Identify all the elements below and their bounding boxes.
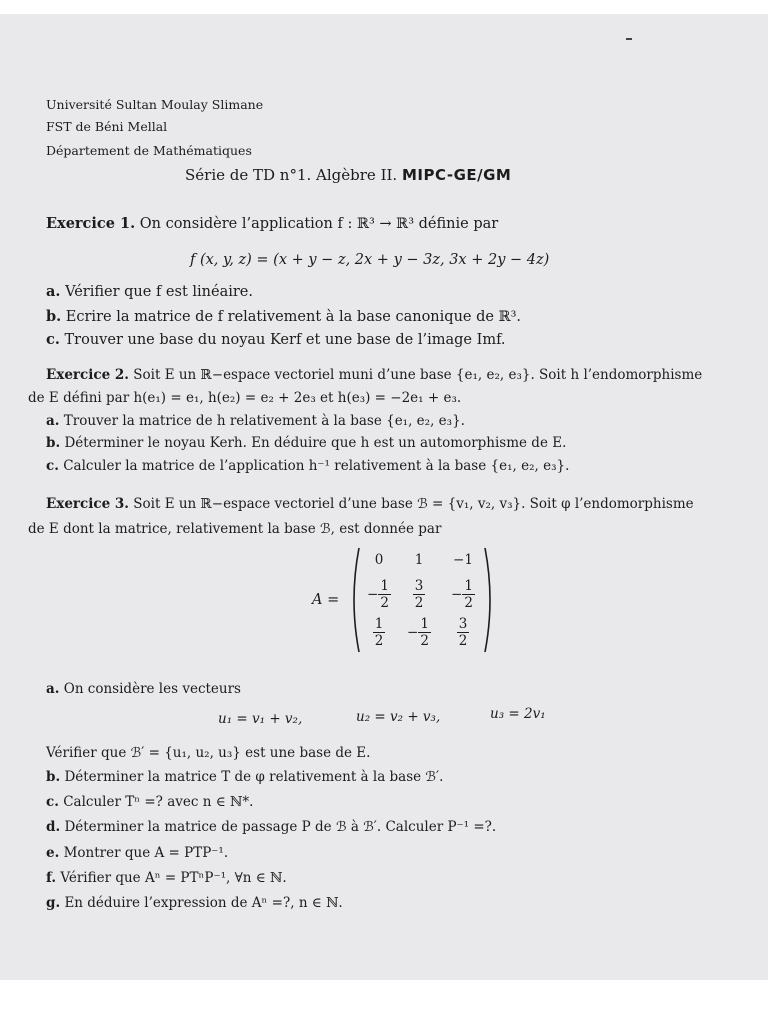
department-name: Département de Mathématiques: [46, 143, 252, 158]
page-title: [185, 166, 511, 184]
ex3-b-text: Déterminer la matrice T de φ relativement à la base ℬ′.: [64, 769, 444, 785]
ex1-item-c: [46, 331, 506, 348]
ex3-label: Exercice 3.: [46, 496, 129, 512]
matrix-cell: 0: [374, 552, 384, 568]
matrix-name: A =: [312, 592, 340, 608]
numerator: 3: [414, 578, 424, 594]
ex2-c-text: Calculer la matrice de l’application h⁻¹ relativement à la base {e₁, e₂, e₃}.: [63, 458, 570, 474]
fraction: [413, 578, 426, 611]
ex3-item-g: [46, 895, 343, 911]
minus-sign: −: [451, 586, 463, 603]
ex1-a-text: Vérifier que f est linéaire.: [65, 284, 253, 300]
title-handwritten: MIPC-GE/GM: [401, 166, 512, 184]
denominator: 2: [414, 595, 424, 611]
matrix-cell: [443, 616, 483, 649]
denominator: 2: [420, 633, 429, 649]
numerator: 1: [464, 578, 473, 594]
ex2-item-b: [46, 435, 566, 451]
ex1-c-text: Trouver une base du noyau Kerf et une base de l’image Imf.: [64, 332, 506, 348]
ex3-a-label: a.: [46, 681, 60, 697]
matrix-grid: [355, 544, 485, 656]
ex3-f-text: Vérifier que Aⁿ = PTⁿP⁻¹, ∀n ∈ ℕ.: [60, 870, 287, 886]
faculty-name: FST de Béni Mellal: [46, 119, 168, 134]
ex3-c-text: Calculer Tⁿ =? avec n ∈ ℕ*.: [63, 794, 254, 810]
vector-u2: u₂ = v₂ + v₃,: [356, 709, 441, 725]
minus-sign: −: [407, 624, 419, 641]
ex1-c-label: c.: [46, 331, 60, 348]
ex2-item-a: [46, 413, 465, 429]
ex2-line1-text: Soit E un ℝ−espace vectoriel muni d’une base {e₁, e₂, e₃}. Soit h l’endomorphisme: [133, 367, 703, 383]
matrix-cell: −1: [453, 552, 473, 568]
paper-speck: [626, 38, 632, 40]
title-main: Série de TD n°1. Algèbre II.: [185, 166, 398, 184]
ex3-line1: [46, 496, 694, 512]
fraction: [457, 616, 470, 649]
ex3-g-label: g.: [46, 895, 61, 911]
ex3-verify: Vérifier que ℬ′ = {u₁, u₂, u₃} est une base de E.: [46, 745, 371, 761]
minus-sign: −: [367, 586, 379, 603]
numerator: 1: [420, 616, 429, 632]
fraction: [462, 578, 475, 611]
ex3-item-c: [46, 794, 253, 810]
ex1-b-label: b.: [46, 308, 62, 325]
ex2-b-label: b.: [46, 435, 61, 451]
ex1-item-b: [46, 308, 521, 325]
denominator: 2: [458, 633, 468, 649]
ex3-item-d: [46, 819, 496, 835]
ex3-c-label: c.: [46, 794, 59, 810]
ex1-label: Exercice 1.: [46, 215, 136, 232]
ex3-item-a: [46, 681, 241, 697]
fraction: [378, 578, 391, 611]
ex2-item-c: [46, 458, 569, 474]
numerator: 3: [458, 616, 468, 632]
denominator: 2: [380, 595, 389, 611]
denominator: 2: [464, 595, 473, 611]
ex2-c-label: c.: [46, 458, 59, 474]
ex3-line1-text: Soit E un ℝ−espace vectoriel d’une base ℬ = {v₁, v₂, v₃}. Soit φ l’endomorphisme: [133, 496, 694, 512]
vector-u1: u₁ = v₁ + v₂,: [218, 711, 303, 727]
matrix-cell: [359, 578, 399, 611]
ex3-e-label: e.: [46, 845, 60, 861]
numerator: 1: [380, 578, 389, 594]
ex3-item-e: [46, 845, 228, 861]
ex1-b-text: Ecrire la matrice de f relativement à la base canonique de ℝ³.: [65, 309, 522, 325]
vector-u3: u₃ = 2v₁: [490, 706, 546, 722]
ex2-label: Exercice 2.: [46, 367, 129, 383]
numerator: 1: [374, 616, 384, 632]
ex1-intro: On considère l’application f : ℝ³ → ℝ³ définie par: [139, 216, 499, 232]
matrix-cell: [359, 616, 399, 649]
matrix-cell: [399, 616, 439, 649]
ex1-formula: f (x, y, z) = (x + y − z, 2x + y − 3z, 3x + 2y − 4z): [190, 252, 550, 268]
ex2-a-label: a.: [46, 413, 60, 429]
ex1-a-label: a.: [46, 283, 61, 300]
university-name: Université Sultan Moulay Slimane: [46, 97, 264, 112]
ex3-item-b: [46, 769, 443, 785]
matrix-cell: [443, 578, 483, 611]
fraction: [418, 616, 431, 649]
ex2-b-text: Déterminer le noyau Kerh. En déduire que h est un automorphisme de E.: [64, 435, 567, 451]
ex1-item-a: [46, 283, 253, 300]
ex3-g-text: En déduire l’expression de Aⁿ =?, n ∈ ℕ.: [64, 895, 343, 911]
denominator: 2: [374, 633, 384, 649]
ex3-item-f: [46, 870, 287, 886]
right-paren: [485, 548, 490, 652]
ex2-line1: [46, 367, 702, 383]
ex3-d-label: d.: [46, 819, 61, 835]
matrix-cell: 1: [414, 552, 424, 568]
ex3-line2: de E dont la matrice, relativement la base ℬ, est donnée par: [28, 521, 442, 537]
matrix-cell: [399, 578, 439, 611]
ex3-e-text: Montrer que A = PTP⁻¹.: [63, 845, 229, 861]
ex3-a-text: On considère les vecteurs: [63, 681, 241, 697]
ex3-d-text: Déterminer la matrice de passage P de ℬ à ℬ′. Calculer P⁻¹ =?.: [64, 819, 497, 835]
ex1-intro-line: [46, 215, 498, 232]
ex3-f-label: f.: [46, 870, 57, 886]
fraction: [373, 616, 386, 649]
ex2-a-text: Trouver la matrice de h relativement à la base {e₁, e₂, e₃}.: [63, 413, 465, 429]
exam-sheet: [0, 14, 768, 980]
ex3-b-label: b.: [46, 769, 61, 785]
ex2-line2: de E défini par h(e₁) = e₁, h(e₂) = e₂ + 2e₃ et h(e₃) = −2e₁ + e₃.: [28, 390, 462, 406]
